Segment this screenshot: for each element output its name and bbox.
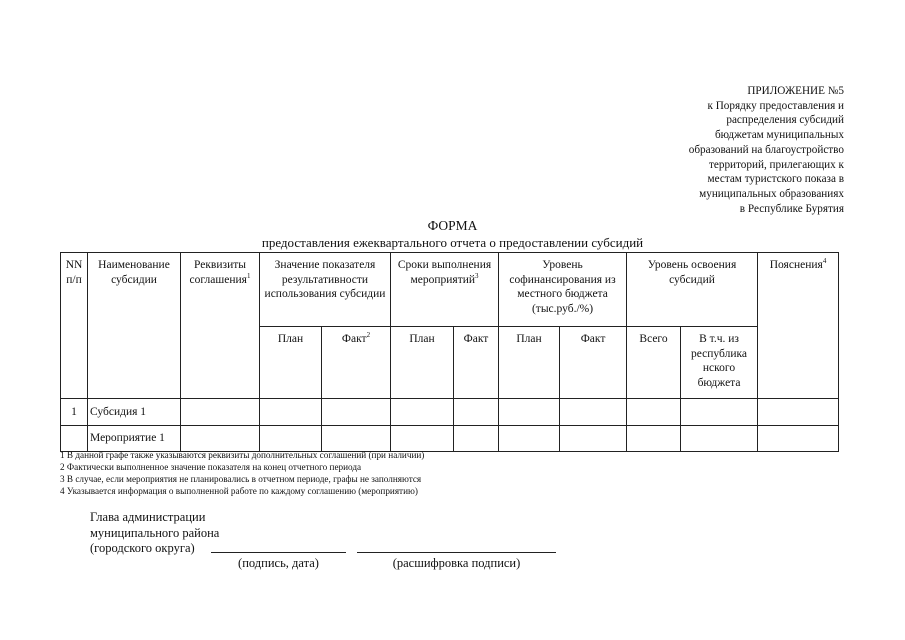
signature-label-line: муниципального района: [90, 525, 220, 540]
appendix-line: бюджетам муниципальных: [714, 129, 844, 142]
signature-decode-line: [357, 552, 556, 553]
table-cell: [260, 399, 322, 426]
signature-label: [90, 510, 219, 557]
form-subtitle: предоставления ежеквартального отчета о предоставлении субсидий: [261, 235, 644, 250]
row-number: [61, 426, 88, 452]
header-notes: Пояснения$^4$: [758, 253, 839, 399]
table-cell: [560, 399, 627, 426]
footnote-marker: 1: [246, 271, 251, 280]
header-cofinancing: Уровень софинансирования из местного бюджета (тыс.руб./%): [499, 253, 627, 327]
footnote-marker: 2: [366, 331, 371, 340]
header-nn: NN п/п: [61, 253, 88, 399]
table-header-row: [61, 253, 839, 327]
table-cell: [681, 399, 758, 426]
table-cell: [499, 399, 560, 426]
appendix-line: к Порядку предоставления и: [707, 99, 844, 112]
subheader-total: Всего: [627, 327, 681, 399]
subheader-plan: План: [391, 327, 454, 399]
header-deadlines: Сроки выполнения мероприятий$^3$: [391, 253, 499, 327]
table-cell: [454, 426, 499, 452]
table-cell: [391, 426, 454, 452]
signature-label-line: Глава администрации: [90, 510, 206, 524]
signature-caption: (подпись, дата): [238, 556, 319, 570]
table-cell: [391, 399, 454, 426]
table-cell: [322, 426, 391, 452]
subheader-fact: Факт: [560, 327, 627, 399]
footnote: 2 Фактически выполненное значение показателя на конец отчетного периода: [60, 462, 362, 472]
row-number: 1: [61, 399, 88, 426]
report-table: [60, 252, 839, 452]
table-cell: [181, 426, 260, 452]
header-absorption: Уровень освоения субсидий: [627, 253, 758, 327]
appendix-line: образований на благоустройство: [688, 143, 844, 156]
footnote: 1 В данной графе также указываются реквизиты дополнительных соглашений (при наличии): [60, 450, 425, 460]
footnote-marker: 3: [475, 271, 479, 280]
table-cell: [627, 399, 681, 426]
row-name: Мероприятие 1: [88, 426, 181, 452]
header-indicator: Значение показателя результативности использования субсидии: [260, 253, 391, 327]
subheader-incl-republic: В т.ч. из республика нского бюджета: [681, 327, 758, 399]
table-cell: [560, 426, 627, 452]
signature-label-line: (городского округа): [90, 541, 195, 555]
table-cell: [260, 426, 322, 452]
appendix-line: распределения субсидий: [726, 114, 844, 127]
footnotes: [60, 449, 424, 497]
subheader-fact: Факт: [454, 327, 499, 399]
row-name: Субсидия 1: [88, 399, 181, 426]
table-cell: [758, 426, 839, 452]
appendix-line: муниципальных образованиях: [699, 187, 844, 200]
subheader-plan: План: [260, 327, 322, 399]
table-cell: [322, 399, 391, 426]
subheader-fact: Факт$^2$: [322, 327, 391, 399]
table-row: [61, 426, 839, 452]
subheader-plan: План: [499, 327, 560, 399]
table-cell: [181, 399, 260, 426]
table-cell: [627, 426, 681, 452]
table-cell: [499, 426, 560, 452]
signature-decode-caption: (расшифровка подписи): [392, 556, 521, 570]
table-row: [61, 399, 839, 426]
footnote-marker: 4: [822, 257, 827, 266]
form-title: ФОРМА: [427, 218, 478, 233]
header-name: Наименование субсидии: [88, 253, 181, 399]
appendix-line: местам туристского показа в: [707, 173, 844, 186]
appendix-line: территорий, прилегающих к: [709, 158, 844, 171]
table-cell: [454, 399, 499, 426]
table-cell: [758, 399, 839, 426]
footnote: 4 Указывается информация о выполненной работе по каждому соглашению (мероприятию): [60, 486, 418, 496]
signature-line: [211, 552, 346, 553]
appendix-header: [620, 84, 844, 216]
appendix-line: ПРИЛОЖЕНИЕ №5: [747, 85, 844, 97]
footnote: 3 В случае, если мероприятия не планировались в отчетном периоде, графы не заполняются: [60, 474, 422, 484]
table-cell: [681, 426, 758, 452]
appendix-line: в Республике Бурятия: [739, 202, 844, 215]
header-requisites: Реквизиты соглашения$^1$: [181, 253, 260, 399]
